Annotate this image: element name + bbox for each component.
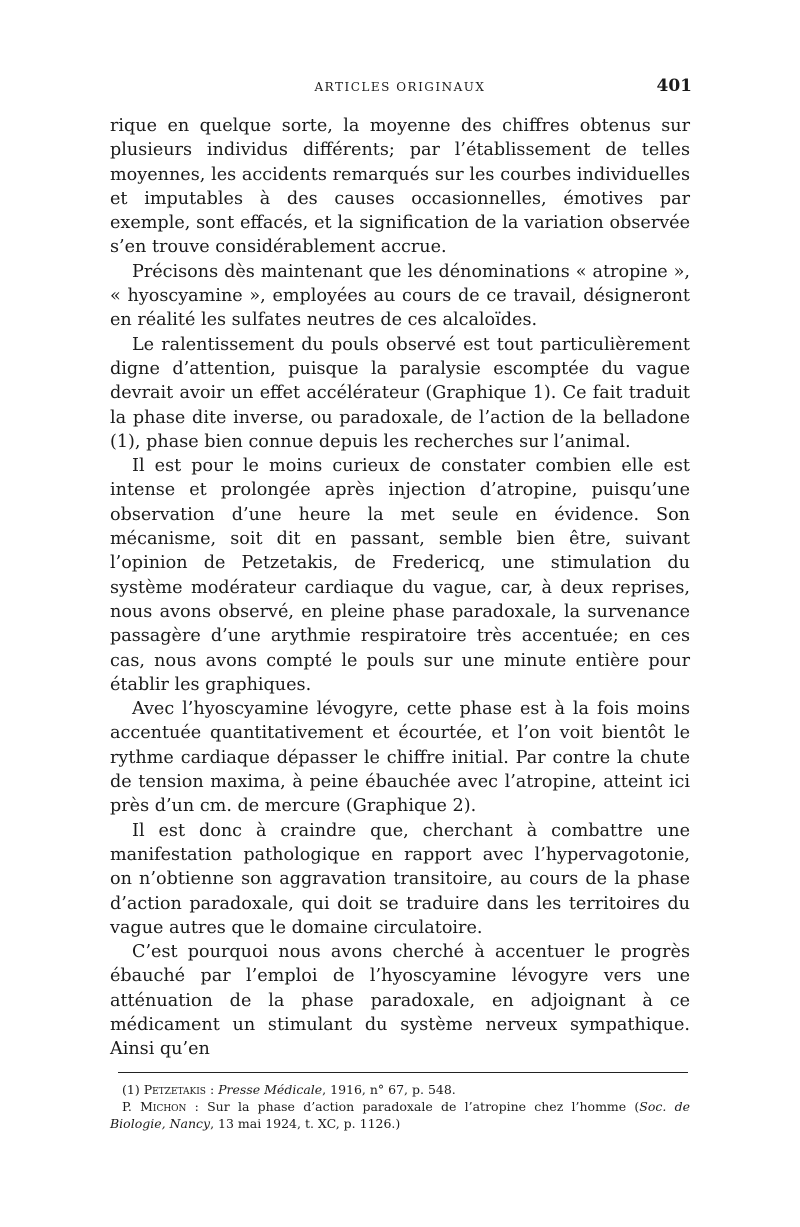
footnote-author: P. Michon — [122, 1098, 187, 1114]
footnote-author: Petzetakis — [143, 1081, 206, 1097]
running-title: ARTICLES ORIGINAUX — [314, 80, 486, 94]
footnote-journal: Soc. de Biologie, Nancy — [110, 1098, 690, 1131]
footnote-marker: (1) — [122, 1081, 140, 1097]
paragraph: Le ralentissement du pouls observé est tout particulièrement digne d’attention, puisque la paralysie escomptée du vague devrait avoir un effet accélérateur (Graphique 1). Ce fait traduit la phase dite inverse, ou paradoxale, de l’action de la belladone (1), phase bien connue depuis les recherches sur l’animal. — [110, 334, 690, 452]
paragraph: Précisons dès maintenant que les dénominations « atropine », « hyoscyamine », employées au cours de ce travail, désigneront en réalité les sulfates neutres de ces alcaloïdes. — [110, 261, 690, 331]
footnote-1: (1) Petzetakis : Presse Médicale, 1916, n° 67, p. 548. — [122, 1081, 456, 1097]
article-body — [110, 114, 690, 1062]
footnote-divider — [118, 1072, 688, 1073]
paragraph: C’est pourquoi nous avons cherché à accentuer le progrès ébauché par l’emploi de l’hyoscyamine lévogyre vers une atténuation de la phase paradoxale, en adjoignant à ce médicament un stimulant du système nerveux sympathique. Ainsi qu’en — [110, 942, 690, 1060]
footnote-2: P. Michon : Sur la phase d’action paradoxale de l’atropine chez l’homme (Soc. de Biologie, Nancy, 13 mai 1924, t. XC, p. 1126.) — [110, 1098, 690, 1131]
footnotes — [110, 1081, 690, 1132]
page-number: 401 — [656, 76, 692, 96]
paragraph-continued: rique en quelque sorte, la moyenne des chiffres obtenus sur plusieurs individus différents; par l’établissement de telles moyennes, les accidents remarqués sur les courbes individuelles et imputables à des causes occasionnelles, émotives par exemple, sont effacés, et la signification de la variation observée s’en trouve considérablement accrue. — [110, 116, 690, 258]
footnote-journal: Presse Médicale — [218, 1081, 323, 1097]
paragraph: Il est donc à craindre que, cherchant à combattre une manifestation pathologique en rapport avec l’hypervagotonie, on n’obtienne son aggravation transitoire, au cours de la phase d’action paradoxale, qui doit se traduire dans les territoires du vague autres que le domaine circulatoire. — [110, 820, 690, 938]
journal-page — [110, 74, 690, 1132]
paragraph: Avec l’hyoscyamine lévogyre, cette phase est à la fois moins accentuée quantitativement et écourtée, et l’on voit bientôt le rythme cardiaque dépasser le chiffre initial. Par contre la chute de tension maxima, à peine ébauchée avec l’atropine, atteint ici près d’un cm. de mercure (Graphique 2). — [110, 699, 690, 817]
paragraph: Il est pour le moins curieux de constater combien elle est intense et prolongée après injection d’atropine, puisqu’une observation d’une heure la met seule en évidence. Son mécanisme, soit dit en passant, semble bien être, suivant l’opinion de Petzetakis, de Fredericq, une stimulation du système modérateur cardiaque du vague, car, à deux reprises, nous avons observé, en pleine phase paradoxale, la survenance passagère d’une arythmie respiratoire très accentuée; en ces cas, nous avons compté le pouls sur une minute entière pour établir les graphiques. — [110, 456, 690, 695]
running-head — [110, 74, 690, 102]
